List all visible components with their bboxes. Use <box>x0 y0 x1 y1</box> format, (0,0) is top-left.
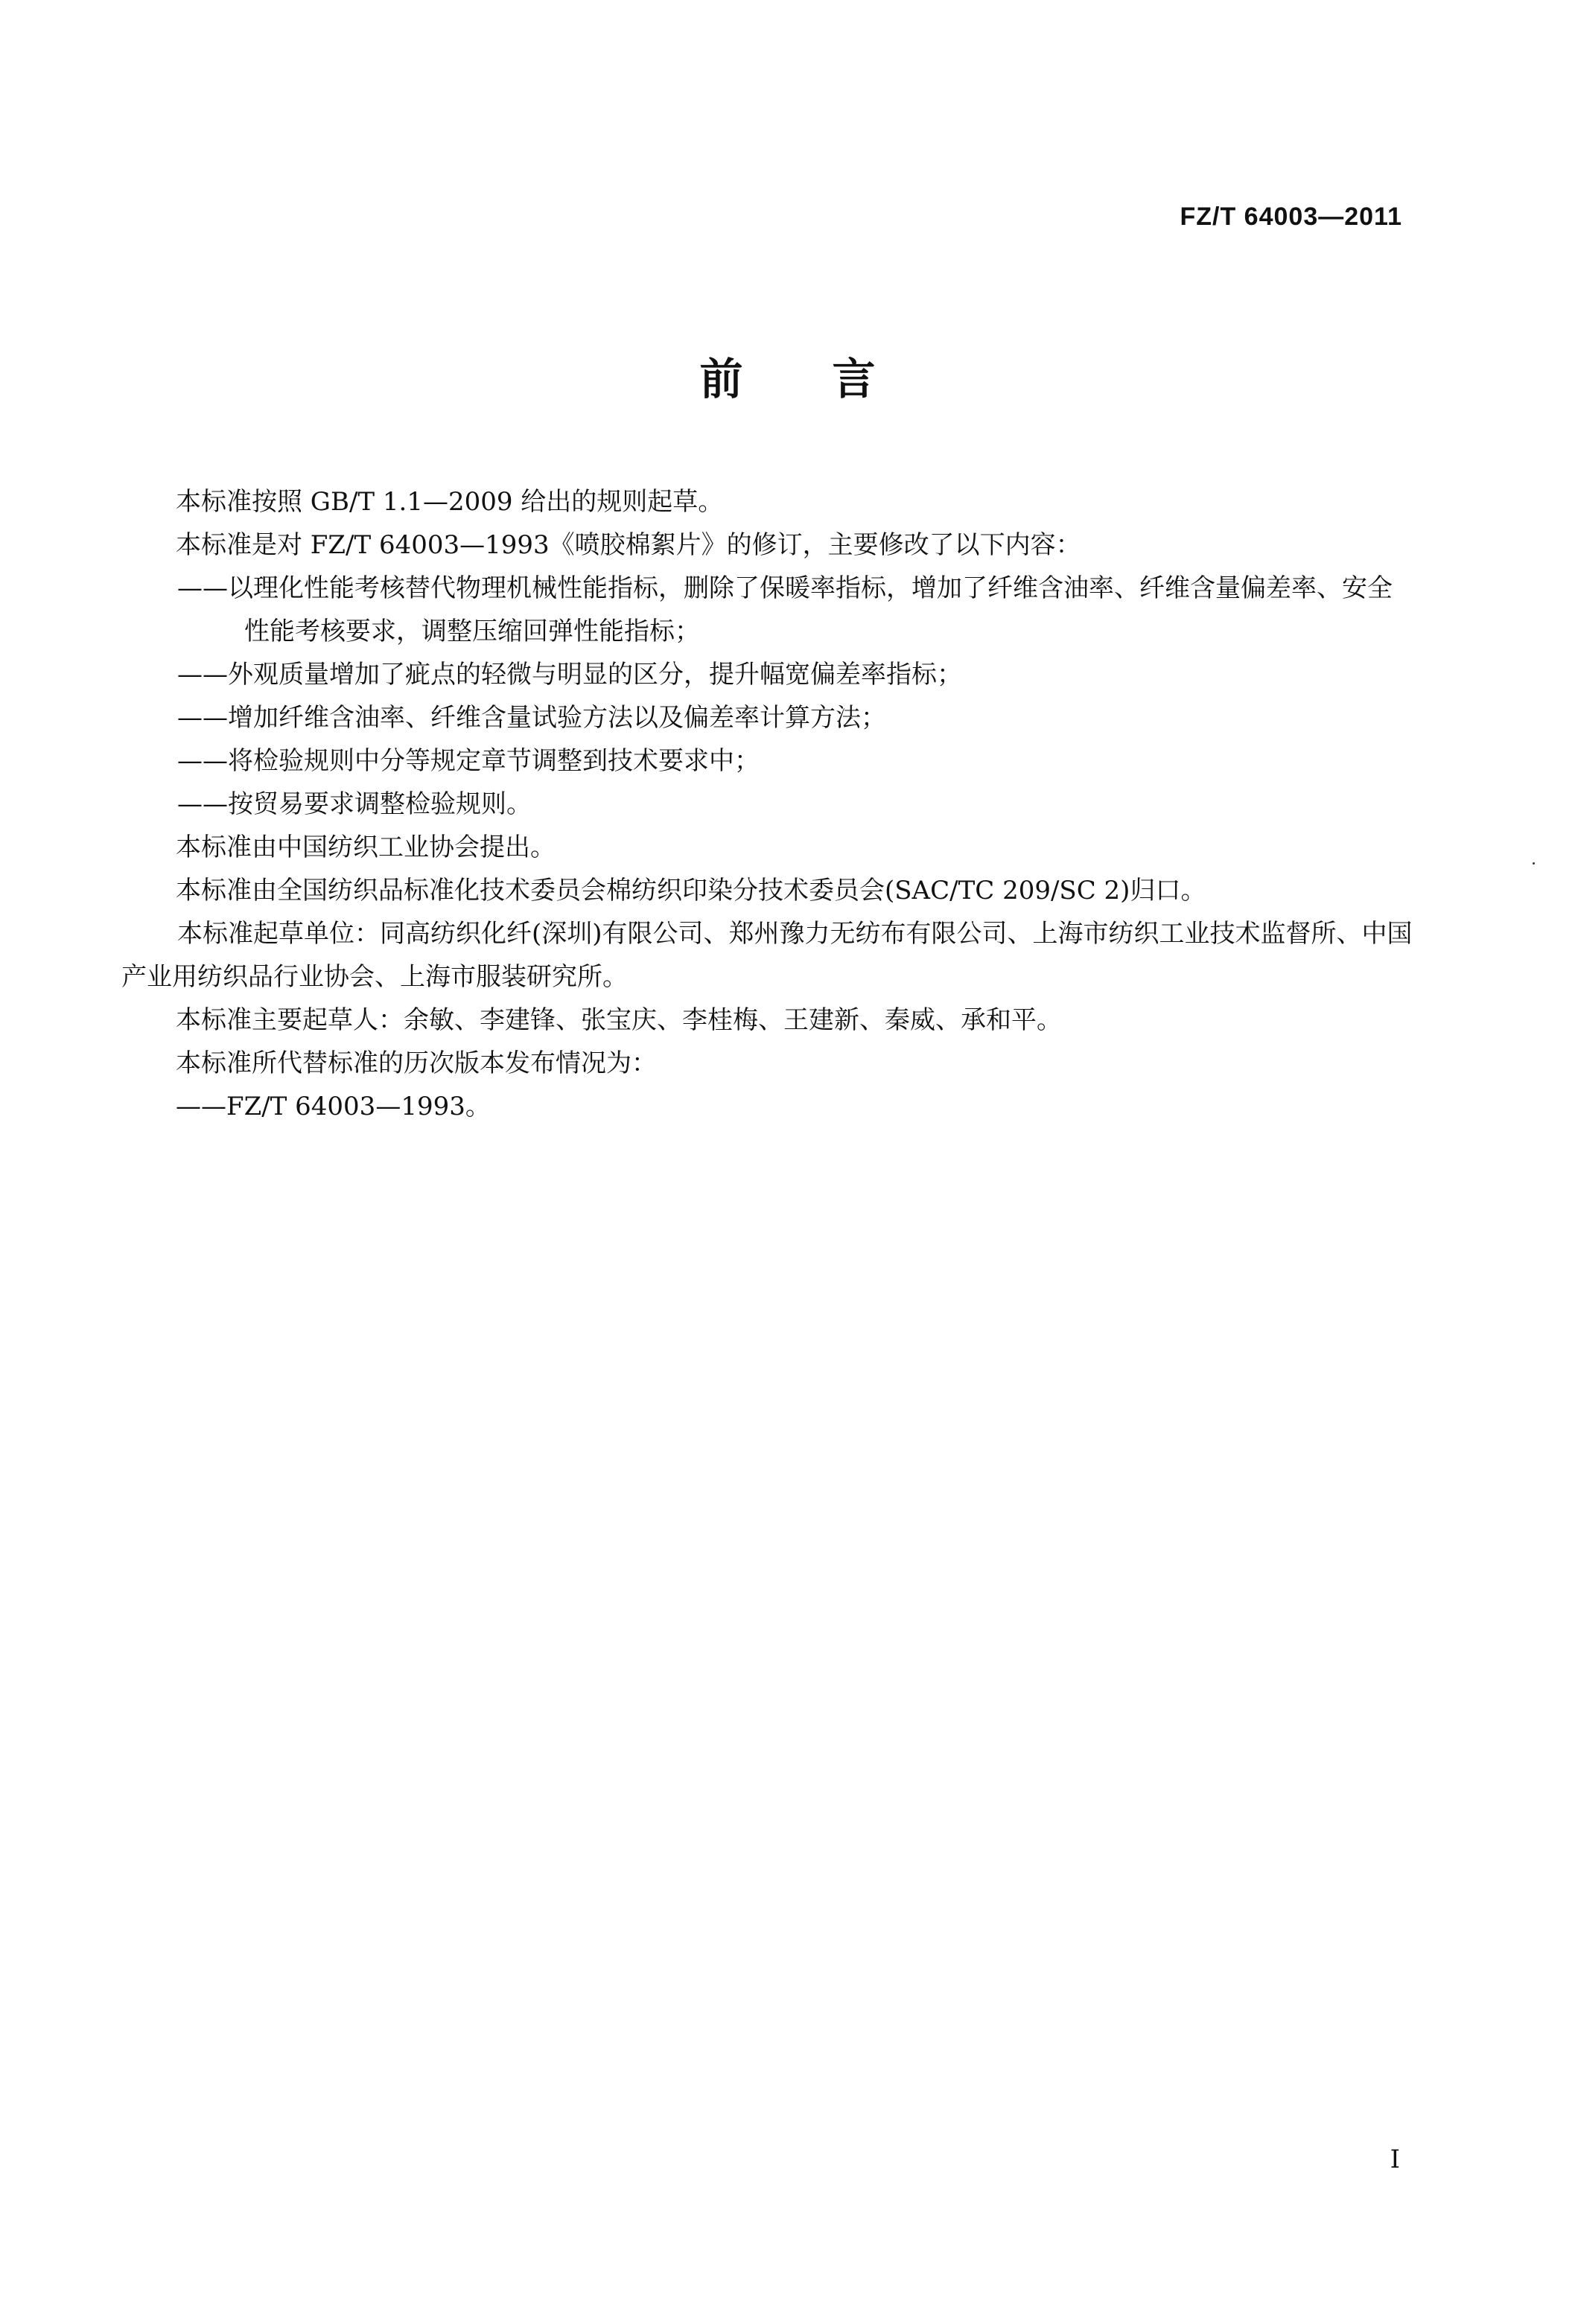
list-item-change-3: ——增加纤维含油率、纤维含量试验方法以及偏差率计算方法； <box>177 703 886 733</box>
paragraph-drafting-rules: 本标准按照 GB/T 1.1—2009 给出的规则起草。 <box>176 487 724 517</box>
list-item-change-1: ——以理化性能考核替代物理机械性能指标，删除了保暖率指标，增加了纤维含油率、纤维含量偏差率、安全性能考核要求，调整压缩回弹性能指标； <box>177 573 1393 646</box>
list-item-history-1: ——FZ/T 64003—1993。 <box>176 1092 491 1121</box>
paragraph-committee: 本标准由全国纺织品标准化技术委员会棉纺织印染分技术委员会(SAC/TC 209/SC 2)归口。 <box>176 876 1206 905</box>
standard-code: FZ/T 64003—2011 <box>1180 203 1402 231</box>
page-title: 前言 <box>699 354 965 404</box>
list-item-change-5: ——按贸易要求调整检验规则。 <box>177 789 532 819</box>
paragraph-drafters: 本标准主要起草人：余敏、李建锋、张宝庆、李桂梅、王建新、秦威、承和平。 <box>176 1005 1062 1035</box>
paragraph-drafting-units: 本标准起草单位：同高纺织化纤(深圳)有限公司、郑州豫力无纺布有限公司、上海市纺织工业技术监督所、中国产业用纺织品行业协会、上海市服装研究所。 <box>121 919 1413 992</box>
scan-speck <box>1533 862 1535 865</box>
paragraph-revision-intro: 本标准是对 FZ/T 64003—1993《喷胶棉絮片》的修订，主要修改了以下内容： <box>176 530 1081 560</box>
list-item-change-2: ——外观质量增加了疵点的轻微与明显的区分，提升幅宽偏差率指标； <box>177 660 962 690</box>
paragraph-proposer: 本标准由中国纺织工业协会提出。 <box>176 832 556 862</box>
foreword-body <box>121 480 1413 1128</box>
paragraph-history-intro: 本标准所代替标准的历次版本发布情况为： <box>176 1048 657 1078</box>
page-number: I <box>1390 2145 1400 2174</box>
list-item-change-4: ——将检验规则中分等规定章节调整到技术要求中； <box>177 746 760 776</box>
